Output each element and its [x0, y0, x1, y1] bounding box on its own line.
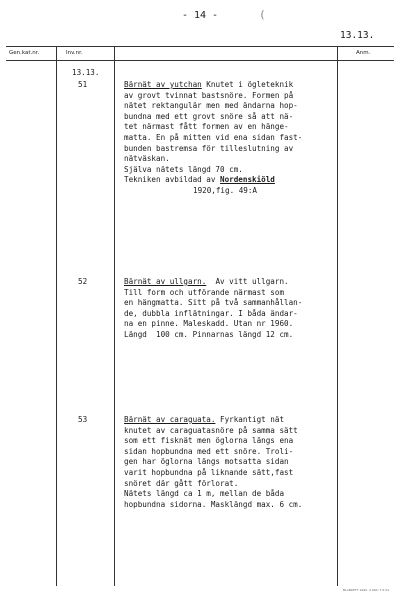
entry-51-line: Tekniken avbildad av: [124, 175, 221, 185]
entry-51-line: bundna med ett grovt snöre så att nä-: [124, 111, 294, 121]
entry-51-title: Bärnät av yutchan: [124, 80, 202, 89]
page-mark: (: [259, 8, 266, 21]
form-footer: BLANKETT 1942. 4.000. 7.5.51.: [342, 588, 390, 592]
entry-53-line: Nätets längd ca 1 m, mellan de båda: [124, 489, 285, 499]
column-divider-2: [114, 46, 115, 586]
entry-51-line: av grovt tvinnat bastsnöre. Formen på: [124, 90, 294, 100]
entry-51-first-line: Knutet i ögleteknik: [201, 80, 294, 89]
header-inv-nr: Inv.nr.: [66, 50, 83, 56]
entry-51-reference-detail: 1920,fig. 49:A: [193, 185, 258, 195]
entry-53-line: knutet av caraguatasnöre på samma sätt: [124, 425, 298, 435]
entry-52-first-line: Av vitt ullgarn.: [206, 277, 289, 286]
entry-51-text: [124, 80, 302, 197]
entry-52-text: [124, 277, 302, 341]
entry-53-line: hopbundna sidorna. Masklängd max. 6 cm.: [124, 499, 303, 509]
entry-53-line: gen har öglorna längs motsatta sidan: [124, 457, 289, 467]
inv-number-52: 52: [78, 277, 88, 286]
entry-53-title: Bärnät av caraguata.: [124, 415, 216, 424]
entry-53-line: snöret där gått förlorat.: [124, 478, 239, 488]
entry-52-title: Bärnät av ullgarn.: [124, 277, 207, 286]
entry-53-line: varit hopbundna på liknande sätt,fast: [124, 467, 294, 477]
column-divider-1: [56, 46, 57, 586]
entry-51-line: nätväskan.: [124, 154, 170, 164]
inv-number-51: 51: [78, 80, 88, 89]
page-number: - 14 -: [181, 10, 219, 21]
entry-52-line: na en pinne. Maleskadd. Utan nr 1960.: [124, 319, 294, 329]
header-anm: Anm.: [356, 50, 371, 56]
column-divider-3: [337, 46, 338, 586]
entry-51-reference-name: Nordenskiöld: [220, 175, 275, 185]
entry-52-line: en hängmatta. Sitt på två sammanhållan-: [124, 298, 303, 308]
entry-53-text: [124, 415, 302, 510]
entry-51-line: tet närmast fått formen av en hänge-: [124, 122, 289, 132]
entry-53-line: som ett fisknät men öglorna längs ena: [124, 436, 294, 446]
entry-52-line: de, dubbla inflätningar. I båda ändar-: [124, 308, 298, 318]
inv-number-53: 53: [78, 415, 88, 424]
header-gen-kat-nr: Gen.kat.nr.: [9, 50, 40, 56]
entry-52-line: Till form och utförande närmast som: [124, 287, 285, 297]
entry-51-line: nätet rektangulär men med ändarna hop-: [124, 101, 298, 111]
entry-51-line: Själva nätets längd 70 cm.: [124, 164, 243, 174]
page-code: 13.13.: [340, 30, 375, 41]
entry-53-line: sidan hopbundna med ett snöre. Troli-: [124, 446, 294, 456]
entry-52-line: Längd 100 cm. Pinnarnas längd 12 cm.: [124, 329, 294, 339]
table-header: [6, 46, 394, 61]
group-code: 13.13.: [72, 68, 100, 77]
entry-51-line: bunden bastremsa för tilleslutning av: [124, 143, 294, 153]
entry-53-first-line: Fyrkantigt nät: [215, 415, 285, 424]
entry-51-line: matta. En på mitten vid ena sidan fast-: [124, 132, 303, 142]
